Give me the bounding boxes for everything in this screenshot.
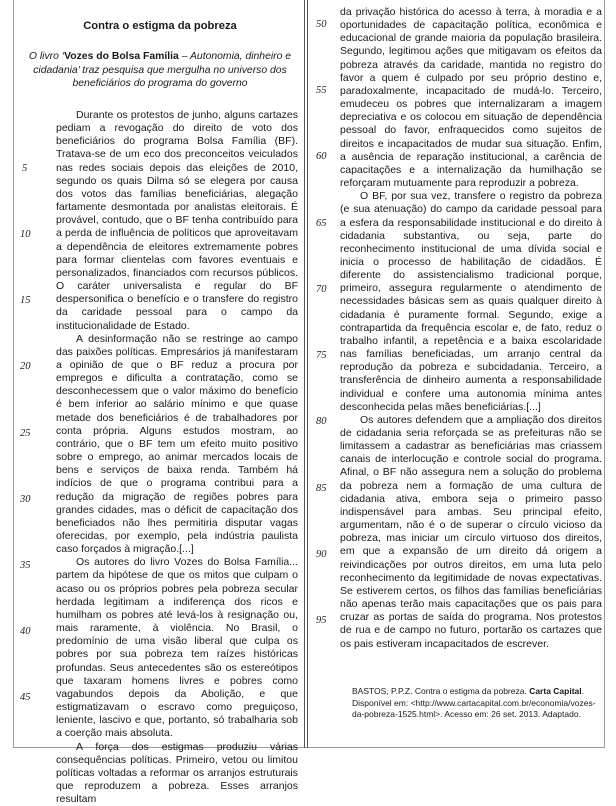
line-number: 20	[20, 361, 31, 372]
line-number: 40	[20, 626, 31, 637]
source-rest: . Disponível em: <http://www.cartacapital.com.br/economia/vozes-da-pobreza-1525.html>. Acesso em: 26 set. 2013. Adaptado.	[352, 686, 596, 719]
line-number: 80	[316, 416, 327, 427]
article-title: Contra o estigma da pobreza	[22, 20, 298, 32]
line-number: 60	[316, 151, 327, 162]
line-number: 55	[316, 85, 327, 96]
paragraph: Os autores do livro Vozes do Bolsa Família... partem da hipótese de que os mitos que culpam o acaso ou os próprios pobres pela pobreza secular herdada legitimam a indiferença dos ricos e humilham os pobres até levá-los à resignação ou, mais raramente, à violência. No Brasil, o predomínio de uma visão liberal que culpa os pobres por sua pobreza tem raízes históricas profundas. Seus antecedentes são os estereótipos que taxaram homens livres e pobres como vagabundos depois da Abolição, e que estigmatizavam o escravo como preguiçoso, leniente, lascivo e que, portanto, só trabalharia sob a coerção mais absoluta.	[56, 556, 298, 740]
line-number: 85	[316, 483, 327, 494]
line-number: 70	[316, 284, 327, 295]
line-number: 15	[20, 295, 31, 306]
right-column-text	[340, 6, 602, 651]
paragraph: Os autores defendem que a ampliação dos direitos de cidadania seria reforçada se as prefeituras não se limitassem a cadastrar as beneficiárias mas criassem canais de interlocução e controle social do programa. Afinal, o BF não assegura nem a solução do problema da pobreza nem a formação de uma cultura de cidadania ativa, embora seja o primeiro passo indispensável para ambas. Seu principal efeito, argumentam, não é o de superar o círculo vicioso da pobreza, mas iniciar um círculo virtuoso dos direitos, em que a expansão de um direito dá origem a reivindicações por outros direitos, em uma luta pelo reconhecimento da legitimidade de novas expectativas. Se estiverem certos, os filhos das famílias beneficiárias não apenas terão mais capacitações que os pais para cruzar as portas de saída do programa. Nos protestos de rua e de campo no futuro, portarão os cartazes que os pais estiveram incapacitados de escrever.	[340, 414, 602, 651]
column-divider	[307, 0, 308, 748]
source-citation	[352, 686, 600, 721]
line-number: 25	[20, 428, 31, 439]
paragraph: da privação histórica do acesso à terra, à moradia e a oportunidades de capacitação política, econômica e educacional de grande maioria da população brasileira. Segundo, legitimou ações que mitigavam os efeitos da pobreza através da caridade, mantida no registro do favor a quem é culpado por seu próprio destino e, paradoxalmente, incapacitado de mudá-lo. Terceiro, emudeceu os pobres que internalizaram a imagem depreciativa e os colocou em situação de dependência pessoal do favor, enfraquecidos como sujeitos de direitos e incapacitados de mudar sua situação. Enfim, a ausência de reparação institucional, a carência de capacitações e a internalização da humilhação se reforçaram mutuamente para reproduzir a pobreza.	[340, 6, 602, 190]
left-column-text	[56, 109, 298, 806]
paragraph: A força dos estigmas produziu várias consequências políticas. Primeiro, vetou ou limitou políticas voltadas a reformar os arranjos estruturais que reproduzem a pobreza. Esses arranjos resultam	[56, 741, 298, 806]
line-number: 45	[20, 692, 31, 703]
line-number: 5	[22, 163, 27, 174]
paragraph: Durante os protestos de junho, alguns cartazes pediam a revogação do direito de voto dos beneficiários do programa Bolsa Família (BF). Tratava-se de um eco dos preconceitos veiculados nas redes sociais depois das eleições de 2010, segundo os quais Dilma só se elegera por causa dos votos das famílias beneficiárias, alegação fartamente desmontada por analistas eleitorais. É provável, contudo, que o BF tenha contribuído para a perda de influência de políticos que aproveitavam a dependência de eleitores extremamente pobres para formar clientelas com favores eventuais e personalizados, financiados com recursos públicos. O caráter universalista e regular do BF despersonifica o benefício e o transfere do registro da caridade pessoal para o campo da institucionalidade de Estado.	[56, 109, 298, 333]
line-number: 35	[20, 560, 31, 571]
article-subtitle	[22, 50, 298, 91]
subtitle-book: Vozes do Bolsa Família	[64, 51, 179, 62]
paragraph: A desinformação não se restringe ao campo das paixões políticas. Empresários já manifestaram a opinião de que o BF reduz a procura por empregos e dificulta a contratação, como se desconhecessem que o valor máximo do benefício é bem inferior ao salário mínimo e que quase metade dos beneficiários é de trabalhadores por conta própria. Alguns estudos mostram, ao contrário, que o BF tem um efeito muito positivo sobre o emprego, ao animar mercados locais de bens e serviços de baixa renda. Também há indícios de que o programa contribui para a redução da migração de regiões pobres para grandes cidades, mas o déficit de capacitação dos beneficiados não lhes permitiria disputar vagas oferecidas, por exemplo, pela indústria paulista caso forçados à migração.[...]	[56, 333, 298, 557]
source-author: BASTOS, P.P.Z. Contra o estigma da pobreza.	[352, 686, 529, 696]
line-number: 75	[316, 350, 327, 361]
line-number: 30	[20, 494, 31, 505]
column-divider	[304, 0, 305, 748]
paragraph: O BF, por sua vez, transfere o registro da pobreza (e sua atenuação) do campo da caridade pessoal para a esfera da responsabilidade institucional e do direito à cidadania substantiva, ou seja, parte do reconhecimento institucional de uma dívida social e inicia o processo de habilitação de cidadãos. É diferente do assistencialismo tradicional porque, primeiro, assegura regularmente o atendimento de necessidades básicas sem as quais qualquer direito à cidadania é puramente formal. Segundo, exige a contrapartida da frequência escolar e, de fato, reduz o trabalho infantil, a repetência e a baixa escolaridade nas famílias beneficiadas, um arranjo central da reprodução da pobreza e subcidadania. Terceiro, a transferência de dinheiro aumenta a responsabilidade individual e confere uma autonomia mínima antes desconhecida pelas mães beneficiárias.[...]	[340, 190, 602, 414]
subtitle-rest: – Autonomia, dinheiro e cidadania’ traz pesquisa que mergulha no universo dos beneficiários do programa do governo	[33, 51, 291, 89]
line-number: 10	[20, 229, 31, 240]
source-magazine: Carta Capital	[529, 686, 581, 696]
line-number: 50	[316, 19, 327, 30]
line-number: 65	[316, 218, 327, 229]
subtitle-prefix: O livro ‘	[29, 51, 64, 62]
line-number: 95	[316, 615, 327, 626]
line-number: 90	[316, 549, 327, 560]
